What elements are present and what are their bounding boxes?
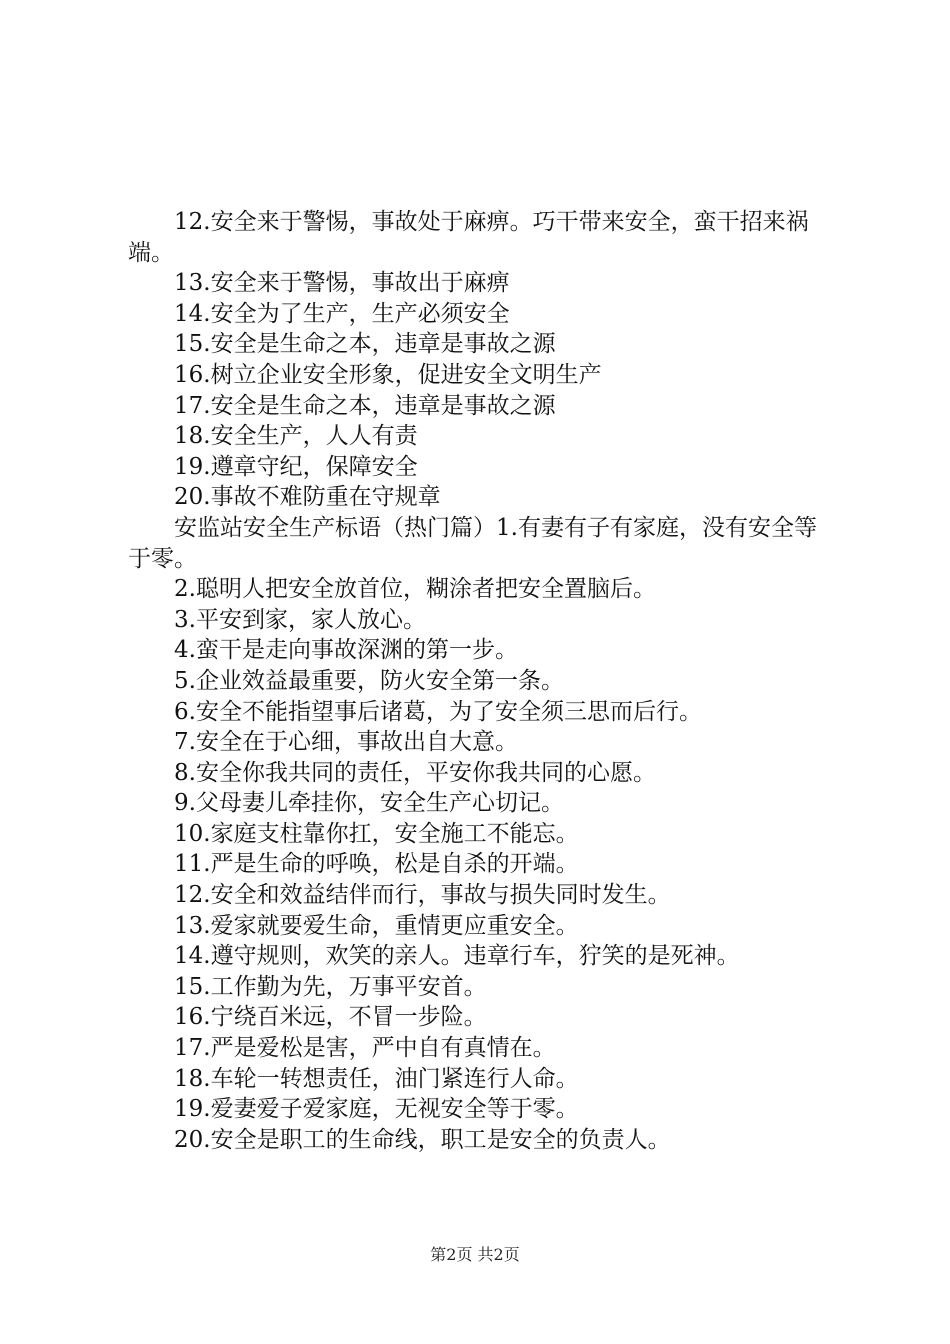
page-footer	[0, 1244, 950, 1266]
paragraph: 6.安全不能指望事后诸葛，为了安全须三思而后行。	[174, 698, 702, 725]
paragraph: 16.宁绕百米远，不冒一步险。	[174, 1004, 487, 1031]
paragraph: 5.企业效益最重要，防火安全第一条。	[174, 667, 564, 694]
section-heading-paragraph: 安监站安全生产标语（热门篇）1.有妻有子有家庭，没有安全等于零。	[128, 514, 817, 572]
paragraph: 2.聪明人把安全放首位，糊涂者把安全置脑后。	[174, 576, 656, 603]
paragraph: 10.家庭支柱靠你扛，安全施工不能忘。	[174, 820, 579, 847]
paragraph: 12.安全和效益结伴而行，事故与损失同时发生。	[174, 882, 671, 909]
paragraph: 8.安全你我共同的责任，平安你我共同的心愿。	[174, 759, 656, 786]
paragraph: 15.工作勤为先，万事平安首。	[174, 973, 487, 1000]
paragraph: 18.车轮一转想责任，油门紧连行人命。	[174, 1065, 579, 1092]
paragraph: 13.爱家就要爱生命，重情更应重安全。	[174, 912, 579, 939]
paragraph: 4.蛮干是走向事故深渊的第一步。	[174, 637, 518, 664]
paragraph: 17.安全是生命之本，违章是事故之源	[174, 392, 556, 419]
paragraph: 20.安全是职工的生命线，职工是安全的负责人。	[174, 1126, 671, 1153]
paragraph: 19.遵章守纪，保障安全	[174, 453, 418, 480]
paragraph: 13.安全来于警惕，事故出于麻痹	[174, 270, 510, 297]
document-body	[128, 207, 832, 1155]
paragraph: 9.父母妻儿牵挂你，安全生产心切记。	[174, 790, 564, 817]
paragraph: 19.爱妻爱子爱家庭，无视安全等于零。	[174, 1096, 579, 1123]
paragraph: 11.严是生命的呼唤，松是自杀的开端。	[174, 851, 579, 878]
paragraph: 14.遵守规则，欢笑的亲人。违章行车，狞笑的是死神。	[174, 943, 740, 970]
paragraph: 3.平安到家，家人放心。	[174, 606, 426, 633]
paragraph: 20.事故不难防重在守规章	[174, 484, 441, 511]
paragraph: 14.安全为了生产，生产必须安全	[174, 300, 510, 327]
paragraph: 12.安全来于警惕，事故处于麻痹。巧干带来安全，蛮干招来祸端。	[128, 209, 809, 266]
paragraph: 16.树立企业安全形象，促进安全文明生产	[174, 361, 602, 388]
page-number-label: 第2页 共2页	[430, 1245, 520, 1264]
paragraph: 17.严是爱松是害，严中自有真情在。	[174, 1035, 556, 1062]
paragraph: 18.安全生产，人人有责	[174, 423, 418, 450]
paragraph: 7.安全在于心细，事故出自大意。	[174, 729, 518, 756]
paragraph: 15.安全是生命之本，违章是事故之源	[174, 331, 556, 358]
